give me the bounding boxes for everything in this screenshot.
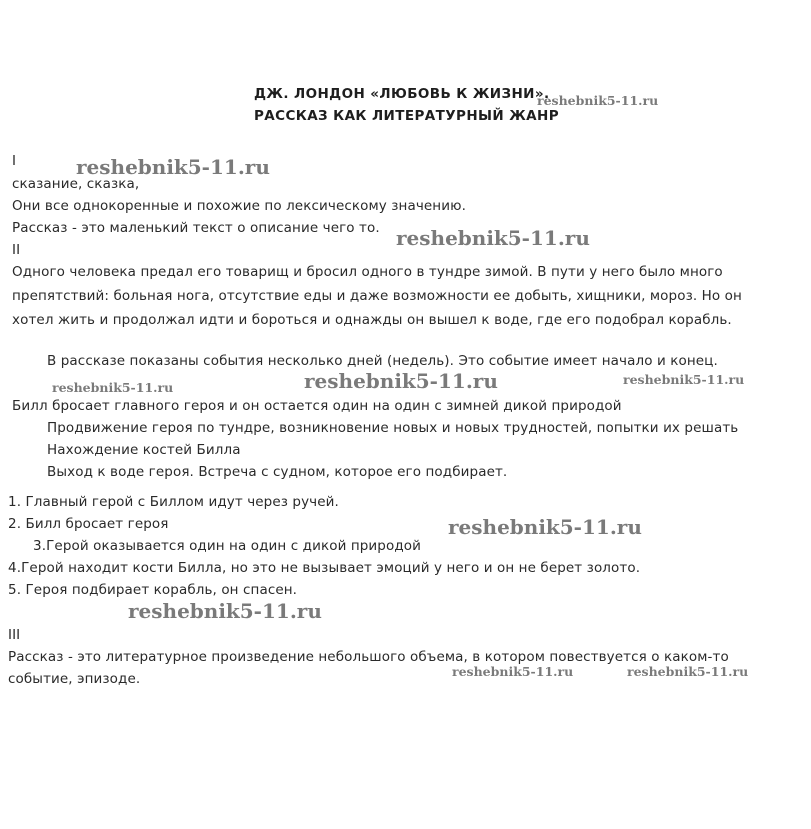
section-2-numeral: II [12,242,21,258]
section-3-line-2: событие, эпизоде. [8,671,141,687]
watermark: reshebnik5-11.ru [623,372,745,387]
watermark: reshebnik5-11.ru [76,155,270,179]
section-1-line-1: сказание, сказка, [12,176,140,192]
event-item: Нахождение костей Билла [47,442,241,458]
document-title-line-2: РАССКАЗ КАК ЛИТЕРАТУРНЫЙ ЖАНР [254,108,559,124]
section-3-numeral: III [8,627,21,643]
watermark: reshebnik5-11.ru [304,369,498,393]
watermark: reshebnik5-11.ru [537,93,659,108]
event-item: Выход к воде героя. Встреча с судном, которое его подбирает. [47,464,508,480]
document-title-line-1: ДЖ. ЛОНДОН «ЛЮБОВЬ К ЖИЗНИ». [254,86,550,102]
section-1-line-2: Они все однокоренные и похожие по лексическому значению. [12,198,466,214]
watermark: reshebnik5-11.ru [396,226,590,250]
event-item: Билл бросает главного героя и он остается один на один с зимней дикой природой [12,398,622,414]
watermark: reshebnik5-11.ru [448,515,642,539]
section-1-numeral: I [12,153,17,169]
watermark: reshebnik5-11.ru [52,380,174,395]
section-3-line-1: Рассказ - это литературное произведение небольшого объема, в котором повествуется о каком-то [8,649,729,665]
section-1-line-3: Рассказ - это маленький текст о описание чего то. [12,220,380,236]
plan-item-2: 2. Билл бросает героя [8,516,169,532]
plan-item-1: 1. Главный герой с Биллом идут через ручей. [8,494,339,510]
event-item: Продвижение героя по тундре, возникновение новых и новых трудностей, попытки их решать [47,420,739,436]
section-2-paragraph-line-3: хотел жить и продолжал идти и бороться и однажды он вышел к воде, где его подобрал корабль. [12,312,732,328]
plan-item-4: 4.Герой находит кости Билла, но это не вызывает эмоций у него и он не берет золото. [8,560,641,576]
section-2-paragraph-line-2: препятствий: больная нога, отсутствие еды и даже возможности ее добыть, хищники, мороз. Но он [12,288,742,304]
section-2-paragraph-line-1: Одного человека предал его товарищ и бросил одного в тундре зимой. В пути у него было много [12,264,723,280]
watermark: reshebnik5-11.ru [128,599,322,623]
plan-item-3: 3.Герой оказывается один на один с дикой природой [33,538,421,554]
events-intro: В рассказе показаны события несколько дней (недель). Это событие имеет начало и конец. [47,353,718,369]
watermark: reshebnik5-11.ru [627,664,749,679]
watermark: reshebnik5-11.ru [452,664,574,679]
plan-item-5: 5. Героя подбирает корабль, он спасен. [8,582,298,598]
